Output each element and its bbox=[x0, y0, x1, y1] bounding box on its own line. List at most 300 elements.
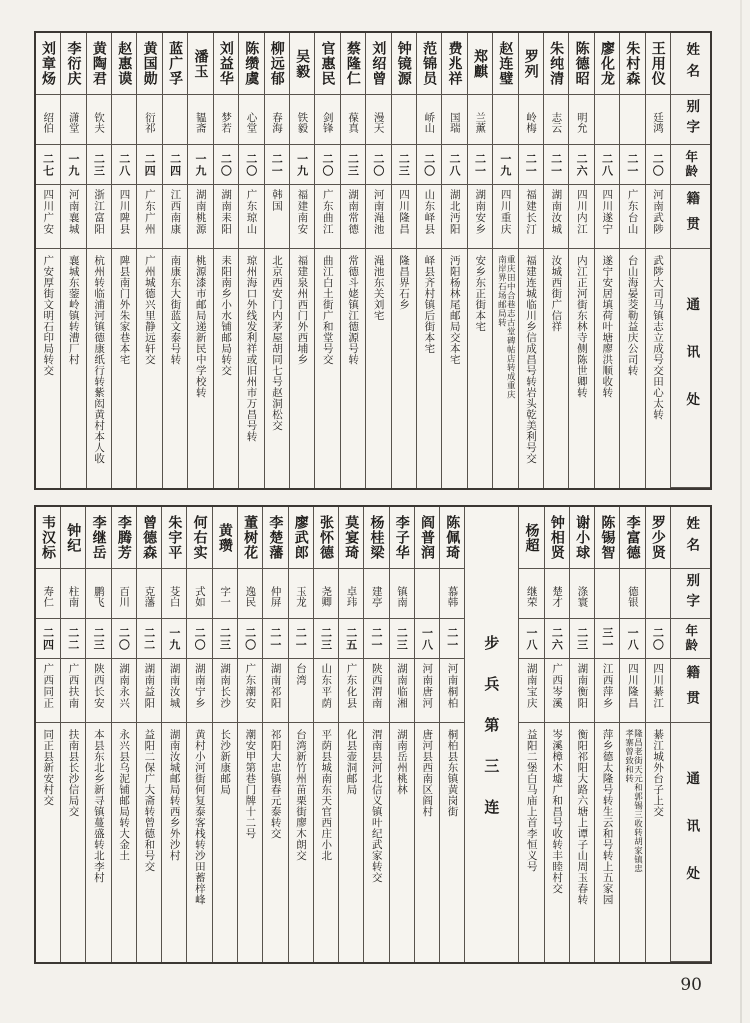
header-alias: 别字 bbox=[671, 569, 710, 619]
address-cell bbox=[442, 249, 466, 488]
roster-column bbox=[85, 507, 110, 962]
address-cell bbox=[440, 723, 464, 962]
address-text: 扶南县长沙信局交 bbox=[67, 729, 80, 817]
address-text: 岑溪樟木墟广和昌号收转丰睦村交 bbox=[551, 729, 564, 894]
origin-cell: 湖南汝城 bbox=[162, 659, 186, 723]
roster-column bbox=[518, 507, 543, 962]
alias-cell: 卓玮 bbox=[339, 569, 363, 619]
age-cell: 二一 bbox=[468, 145, 492, 185]
name-cell: 阎普润 bbox=[415, 507, 439, 569]
age-cell: 二〇 bbox=[238, 619, 262, 659]
name-cell: 王用仪 bbox=[646, 33, 670, 95]
address-text: 隆昌老街天元和郭锡三收转胡家镇忠孝寨曾致和转 bbox=[623, 729, 643, 873]
name-cell: 谢小球 bbox=[570, 507, 594, 569]
age-cell: 二一 bbox=[440, 619, 464, 659]
age-cell: 一九 bbox=[61, 145, 85, 185]
age-cell: 二七 bbox=[36, 145, 60, 185]
address-cell bbox=[213, 723, 237, 962]
name-cell: 赵惠谟 bbox=[112, 33, 136, 95]
roster-column bbox=[314, 33, 339, 488]
alias-cell bbox=[112, 95, 136, 145]
header-address: 通讯处 bbox=[671, 723, 710, 962]
roster-column bbox=[289, 33, 314, 488]
address-cell bbox=[417, 249, 441, 488]
origin-cell: 湖南耒阳 bbox=[214, 185, 238, 249]
name-cell: 李衍庆 bbox=[61, 33, 85, 95]
origin-cell: 四川隆昌 bbox=[620, 659, 644, 723]
address-text: 唐河县西南区阎村 bbox=[421, 729, 434, 817]
roster-column bbox=[264, 33, 289, 488]
alias-cell: 镇南 bbox=[390, 569, 414, 619]
address-cell bbox=[314, 723, 338, 962]
address-text: 武陟大司马镇志立成号交田心太转 bbox=[652, 255, 665, 420]
address-text: 益阳二堡白马庙上首李恒义号 bbox=[525, 729, 538, 872]
name-cell: 廖化龙 bbox=[595, 33, 619, 95]
name-cell: 范锦员 bbox=[417, 33, 441, 95]
age-cell: 二〇 bbox=[646, 145, 670, 185]
age-cell: 一八 bbox=[620, 619, 644, 659]
origin-cell: 湖南益阳 bbox=[137, 659, 161, 723]
origin-cell: 广东台山 bbox=[620, 185, 644, 249]
address-text: 湖南汝城邮局转西乡外沙村 bbox=[168, 729, 181, 861]
roster-column bbox=[86, 33, 111, 488]
address-cell bbox=[163, 249, 187, 488]
alias-cell: 鹏飞 bbox=[86, 569, 110, 619]
roster-column bbox=[238, 33, 263, 488]
age-cell: 二八 bbox=[595, 145, 619, 185]
address-text: 峄县齐村镇后街本宅 bbox=[423, 255, 436, 354]
name-cell: 董树花 bbox=[238, 507, 262, 569]
address-cell bbox=[620, 723, 644, 962]
address-cell bbox=[239, 249, 263, 488]
age-cell: 二三 bbox=[570, 619, 594, 659]
address-cell bbox=[137, 249, 161, 488]
address-cell bbox=[112, 249, 136, 488]
alias-cell: 百川 bbox=[112, 569, 136, 619]
address-cell bbox=[570, 723, 594, 962]
address-cell bbox=[61, 249, 85, 488]
address-cell bbox=[569, 249, 593, 488]
alias-cell: 楚才 bbox=[545, 569, 569, 619]
name-cell: 黄陶君 bbox=[87, 33, 111, 95]
age-cell: 一八 bbox=[519, 619, 543, 659]
alias-cell: 葆真 bbox=[341, 95, 365, 145]
alias-cell: 梦若 bbox=[214, 95, 238, 145]
alias-cell: 绍伯 bbox=[36, 95, 60, 145]
address-text: 襄城东蓥岭镇转漕厂村 bbox=[67, 255, 80, 365]
age-cell: 二一 bbox=[289, 619, 313, 659]
name-cell: 蔡隆仁 bbox=[341, 33, 365, 95]
name-cell: 杨超 bbox=[519, 507, 543, 569]
address-cell bbox=[364, 723, 388, 962]
age-cell: 一九 bbox=[162, 619, 186, 659]
age-cell: 二〇 bbox=[239, 145, 263, 185]
age-cell: 二六 bbox=[545, 619, 569, 659]
roster-column bbox=[36, 507, 60, 962]
alias-cell: 衍祁 bbox=[137, 95, 161, 145]
alias-cell: 涤寰 bbox=[570, 569, 594, 619]
origin-cell: 四川内江 bbox=[569, 185, 593, 249]
alias-cell: 岭梅 bbox=[519, 95, 543, 145]
alias-cell bbox=[595, 569, 619, 619]
name-cell: 韦汉标 bbox=[36, 507, 60, 569]
age-cell: 二二 bbox=[61, 619, 85, 659]
address-text: 安乡东正街本宅 bbox=[474, 255, 487, 332]
scan-edge-artifact bbox=[740, 0, 742, 1023]
address-cell bbox=[339, 723, 363, 962]
address-text: 汝城西街广信祥 bbox=[550, 255, 563, 332]
roster-column bbox=[213, 33, 238, 488]
age-cell: 二三 bbox=[390, 619, 414, 659]
address-text: 潮安甲第巷门牌十二号 bbox=[244, 729, 257, 839]
origin-cell: 河南武陟 bbox=[646, 185, 670, 249]
address-cell bbox=[493, 249, 517, 488]
alias-cell: 德银 bbox=[620, 569, 644, 619]
origin-cell: 湖南宁乡 bbox=[187, 659, 211, 723]
age-cell: 二〇 bbox=[214, 145, 238, 185]
address-text: 永兴县乌泥铺邮局转大金土 bbox=[118, 729, 131, 861]
page-number: 90 bbox=[680, 975, 702, 995]
origin-cell: 江西萍乡 bbox=[595, 659, 619, 723]
roster-column bbox=[111, 33, 136, 488]
address-text: 遂宁安居填荷叶塘廖洪顺收转 bbox=[601, 255, 614, 398]
alias-cell bbox=[646, 569, 670, 619]
address-text: 渭南县河北信义镇叶纪武家转交 bbox=[370, 729, 383, 883]
address-cell bbox=[162, 723, 186, 962]
age-cell: 二一 bbox=[265, 145, 289, 185]
origin-cell: 河南襄城 bbox=[61, 185, 85, 249]
roster-column bbox=[543, 33, 568, 488]
address-cell bbox=[415, 723, 439, 962]
address-cell bbox=[545, 723, 569, 962]
origin-cell: 四川遂宁 bbox=[595, 185, 619, 249]
name-cell: 陈德昭 bbox=[569, 33, 593, 95]
address-cell bbox=[519, 723, 543, 962]
section-divider-column bbox=[464, 507, 518, 962]
origin-cell: 广西岑溪 bbox=[545, 659, 569, 723]
name-cell: 刘章炀 bbox=[36, 33, 60, 95]
name-cell: 廖武郎 bbox=[289, 507, 313, 569]
alias-cell bbox=[620, 95, 644, 145]
name-cell: 费兆祥 bbox=[442, 33, 466, 95]
roster-column bbox=[568, 33, 593, 488]
roster-column bbox=[391, 33, 416, 488]
origin-cell: 湖南常德 bbox=[341, 185, 365, 249]
header-age: 年龄 bbox=[671, 619, 710, 659]
name-cell: 陈佩琦 bbox=[440, 507, 464, 569]
address-text: 常德斗姥镇江德源号转 bbox=[347, 255, 360, 365]
header-column bbox=[670, 507, 710, 962]
age-cell: 二四 bbox=[163, 145, 187, 185]
address-text: 同正县新安村交 bbox=[42, 729, 55, 806]
name-cell: 杨桂梁 bbox=[364, 507, 388, 569]
age-cell: 二四 bbox=[36, 619, 60, 659]
name-cell: 钟镜源 bbox=[392, 33, 416, 95]
address-cell bbox=[620, 249, 644, 488]
origin-cell: 广东琼山 bbox=[239, 185, 263, 249]
age-cell: 二一 bbox=[519, 145, 543, 185]
roster-column bbox=[518, 33, 543, 488]
header-alias: 别字 bbox=[671, 95, 710, 145]
alias-cell: 慕韩 bbox=[440, 569, 464, 619]
address-cell bbox=[36, 723, 60, 962]
age-cell: 二八 bbox=[112, 145, 136, 185]
roster-column bbox=[340, 33, 365, 488]
age-cell: 二一 bbox=[620, 145, 644, 185]
origin-cell: 湖南宝庆 bbox=[519, 659, 543, 723]
age-cell: 二〇 bbox=[646, 619, 670, 659]
roster-column bbox=[36, 33, 60, 488]
age-cell: 二五 bbox=[339, 619, 363, 659]
alias-cell: 柱南 bbox=[61, 569, 85, 619]
age-cell: 二八 bbox=[442, 145, 466, 185]
address-cell bbox=[61, 723, 85, 962]
roster-column bbox=[569, 507, 594, 962]
roster-column bbox=[414, 507, 439, 962]
age-cell: 三一 bbox=[595, 619, 619, 659]
alias-cell bbox=[392, 95, 416, 145]
origin-cell: 福建南安 bbox=[290, 185, 314, 249]
origin-cell: 福建长汀 bbox=[519, 185, 543, 249]
age-cell: 二〇 bbox=[315, 145, 339, 185]
address-text: 萍乡德太隆号转生云和号转上五家园 bbox=[601, 729, 614, 905]
address-text: 台山海晏茭勒益庆公司转 bbox=[626, 255, 639, 376]
age-cell: 二三 bbox=[314, 619, 338, 659]
name-cell: 陈锡智 bbox=[595, 507, 619, 569]
header-address: 通讯处 bbox=[671, 249, 710, 488]
name-cell: 何右实 bbox=[187, 507, 211, 569]
address-cell bbox=[214, 249, 238, 488]
address-text: 祁阳大忠镇春元泰转交 bbox=[269, 729, 282, 839]
section-label: 步兵第三连 bbox=[482, 635, 501, 840]
roster-column bbox=[60, 507, 85, 962]
origin-cell: 湖南衡阳 bbox=[570, 659, 594, 723]
roster-column bbox=[594, 33, 619, 488]
age-cell: 一九 bbox=[290, 145, 314, 185]
address-text: 平荫县城南东天官西庄小北 bbox=[320, 729, 333, 861]
name-cell: 李腾芳 bbox=[112, 507, 136, 569]
origin-cell: 河南桐柏 bbox=[440, 659, 464, 723]
age-cell: 二〇 bbox=[417, 145, 441, 185]
name-cell: 潘玉 bbox=[188, 33, 212, 95]
address-cell bbox=[86, 723, 110, 962]
alias-cell: 峤山 bbox=[417, 95, 441, 145]
address-cell bbox=[392, 249, 416, 488]
age-cell: 二三 bbox=[213, 619, 237, 659]
age-cell: 二四 bbox=[137, 145, 161, 185]
alias-cell: 寿仁 bbox=[36, 569, 60, 619]
address-text: 綦江城外台子上交 bbox=[652, 729, 665, 817]
roster-column bbox=[441, 33, 466, 488]
age-cell: 二六 bbox=[569, 145, 593, 185]
header-name: 姓名 bbox=[671, 507, 710, 569]
age-cell: 二〇 bbox=[112, 619, 136, 659]
age-cell: 一九 bbox=[188, 145, 212, 185]
address-text: 黄村小河街何复泰客栈转沙田蓄梓峰 bbox=[193, 729, 206, 905]
address-text: 琼州海口外线发利祥或旧州市万昌号转 bbox=[245, 255, 258, 442]
name-cell: 陈缵虞 bbox=[239, 33, 263, 95]
address-text: 广安厚街文明石印局转交 bbox=[42, 255, 55, 376]
alias-cell: 逸民 bbox=[238, 569, 262, 619]
roster-column bbox=[645, 33, 670, 488]
alias-cell: 剑锋 bbox=[315, 95, 339, 145]
name-cell: 朱村森 bbox=[620, 33, 644, 95]
origin-cell: 湖南安乡 bbox=[468, 185, 492, 249]
roster-column bbox=[439, 507, 464, 962]
address-text: 曲江白土街广和堂号交 bbox=[321, 255, 334, 365]
origin-cell: 河南唐河 bbox=[415, 659, 439, 723]
origin-cell: 湖南长沙 bbox=[213, 659, 237, 723]
header-origin: 籍贯 bbox=[671, 659, 710, 723]
roster-column bbox=[212, 507, 237, 962]
origin-cell: 广西扶南 bbox=[61, 659, 85, 723]
alias-cell bbox=[493, 95, 517, 145]
alias-cell: 志云 bbox=[544, 95, 568, 145]
address-text: 福建连城临川乡信成昌号转岩头乾美利号交 bbox=[525, 255, 538, 464]
name-cell: 郑麒 bbox=[468, 33, 492, 95]
address-text: 本县东北乡新寻镇蔓盛转北李村 bbox=[92, 729, 105, 883]
origin-cell: 广西同正 bbox=[36, 659, 60, 723]
address-cell bbox=[366, 249, 390, 488]
age-cell: 一八 bbox=[415, 619, 439, 659]
age-cell: 二一 bbox=[263, 619, 287, 659]
roster-table-bottom bbox=[34, 505, 712, 964]
address-text: 台湾新竹州苗栗街廖木朗交 bbox=[294, 729, 307, 861]
origin-cell: 四川陴县 bbox=[112, 185, 136, 249]
age-cell: 二二 bbox=[137, 619, 161, 659]
alias-cell: 继荣 bbox=[519, 569, 543, 619]
name-cell: 钟纪 bbox=[61, 507, 85, 569]
origin-cell: 山东峄县 bbox=[417, 185, 441, 249]
origin-cell: 陕西渭南 bbox=[364, 659, 388, 723]
address-text: 杭州转临浦河镇德康纸行转紫闳黄村本人收 bbox=[93, 255, 106, 464]
origin-cell: 广东广州 bbox=[137, 185, 161, 249]
origin-cell: 湖南汝城 bbox=[544, 185, 568, 249]
origin-cell: 四川广安 bbox=[36, 185, 60, 249]
address-text: 益阳二保广大斋转曾德和号交 bbox=[143, 729, 156, 872]
address-cell bbox=[112, 723, 136, 962]
alias-cell: 韫斋 bbox=[188, 95, 212, 145]
name-cell: 钟相贤 bbox=[545, 507, 569, 569]
age-cell: 二一 bbox=[364, 619, 388, 659]
alias-cell: 式如 bbox=[187, 569, 211, 619]
address-cell bbox=[519, 249, 543, 488]
roster-column bbox=[365, 33, 390, 488]
roster-column bbox=[492, 33, 517, 488]
address-text: 福建泉州西门外西埔乡 bbox=[296, 255, 309, 365]
age-cell: 二一 bbox=[544, 145, 568, 185]
address-cell bbox=[341, 249, 365, 488]
roster-column bbox=[161, 507, 186, 962]
alias-cell: 心堂 bbox=[239, 95, 263, 145]
address-cell bbox=[188, 249, 212, 488]
address-text: 内江正河街东林寺侧陈世卿转 bbox=[575, 255, 588, 398]
origin-cell: 四川重庆 bbox=[493, 185, 517, 249]
address-text: 湖南岳州桃林 bbox=[396, 729, 408, 795]
address-text: 渑池东关刘宅 bbox=[372, 255, 385, 321]
name-cell: 李富德 bbox=[620, 507, 644, 569]
roster-column bbox=[619, 33, 644, 488]
address-cell bbox=[646, 723, 670, 962]
alias-cell: 潇堂 bbox=[61, 95, 85, 145]
address-cell bbox=[595, 249, 619, 488]
name-cell: 莫宴琦 bbox=[339, 507, 363, 569]
roster-column bbox=[645, 507, 670, 962]
roster-column bbox=[136, 33, 161, 488]
address-cell bbox=[137, 723, 161, 962]
address-text: 南康东大街蓝文泰号转 bbox=[169, 255, 182, 365]
age-cell: 二三 bbox=[392, 145, 416, 185]
name-cell: 吴毅 bbox=[290, 33, 314, 95]
header-age: 年龄 bbox=[671, 145, 710, 185]
name-cell: 曾德森 bbox=[137, 507, 161, 569]
address-text: 广州城德兴里静远轩交 bbox=[143, 255, 156, 365]
roster-column bbox=[389, 507, 414, 962]
origin-cell: 山东平荫 bbox=[314, 659, 338, 723]
origin-cell: 河南渑池 bbox=[366, 185, 390, 249]
address-text: 重庆田中合巷志古堂碑帖店转成重庆南岸界石场邮局转 bbox=[496, 255, 516, 399]
origin-cell: 湖南桃源 bbox=[188, 185, 212, 249]
address-cell bbox=[289, 723, 313, 962]
address-text: 衡阳祁阳大路六塘上谭子山周玉春转 bbox=[576, 729, 589, 905]
origin-cell: 广东潮安 bbox=[238, 659, 262, 723]
address-cell bbox=[265, 249, 289, 488]
origin-cell: 湖南永兴 bbox=[112, 659, 136, 723]
name-cell: 李继岳 bbox=[86, 507, 110, 569]
name-cell: 李子华 bbox=[390, 507, 414, 569]
name-cell: 张怀德 bbox=[314, 507, 338, 569]
alias-cell: 漫天 bbox=[366, 95, 390, 145]
roster-column bbox=[162, 33, 187, 488]
alias-cell: 钦夫 bbox=[87, 95, 111, 145]
roster-column bbox=[594, 507, 619, 962]
origin-cell: 浙江富阳 bbox=[87, 185, 111, 249]
address-cell bbox=[238, 723, 262, 962]
roster-column bbox=[111, 507, 136, 962]
age-cell: 一九 bbox=[493, 145, 517, 185]
alias-cell: 字一 bbox=[213, 569, 237, 619]
address-text: 桐柏县东镇黄岗街 bbox=[446, 729, 459, 817]
address-cell bbox=[187, 723, 211, 962]
roster-column bbox=[467, 33, 492, 488]
address-cell bbox=[263, 723, 287, 962]
name-cell: 朱宇平 bbox=[162, 507, 186, 569]
address-text: 陴县南门外朱家巷本宅 bbox=[118, 255, 131, 365]
age-cell: 二三 bbox=[86, 619, 110, 659]
origin-cell: 江西南康 bbox=[163, 185, 187, 249]
address-text: 长沙新康邮局 bbox=[219, 729, 232, 795]
name-cell: 蓝广孚 bbox=[163, 33, 187, 95]
name-cell: 罗少贤 bbox=[646, 507, 670, 569]
origin-cell: 湖北沔阳 bbox=[442, 185, 466, 249]
alias-cell: 芟白 bbox=[162, 569, 186, 619]
address-cell bbox=[290, 249, 314, 488]
address-text: 耒阳南乡小水铺邮局转交 bbox=[220, 255, 233, 376]
name-cell: 黄瓒 bbox=[213, 507, 237, 569]
origin-cell: 四川隆昌 bbox=[392, 185, 416, 249]
roster-column bbox=[186, 507, 211, 962]
name-cell: 黄国勋 bbox=[137, 33, 161, 95]
header-column bbox=[670, 33, 710, 488]
origin-cell: 韩国 bbox=[265, 185, 289, 249]
alias-cell: 兰薰 bbox=[468, 95, 492, 145]
alias-cell: 明允 bbox=[569, 95, 593, 145]
alias-cell: 春海 bbox=[265, 95, 289, 145]
age-cell: 二三 bbox=[341, 145, 365, 185]
header-name: 姓名 bbox=[671, 33, 710, 95]
alias-cell: 克藩 bbox=[137, 569, 161, 619]
name-cell: 刘益华 bbox=[214, 33, 238, 95]
